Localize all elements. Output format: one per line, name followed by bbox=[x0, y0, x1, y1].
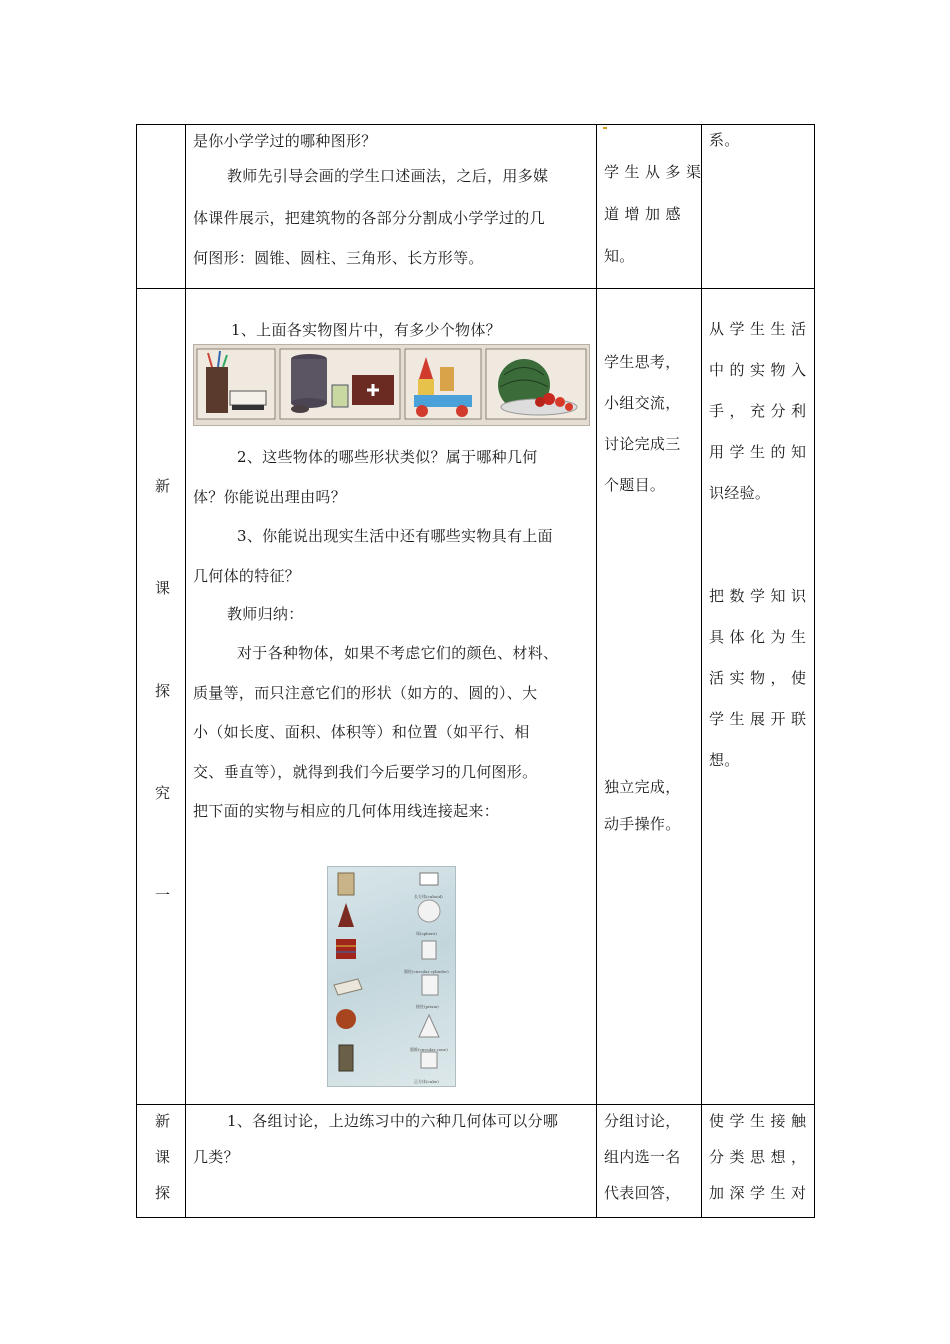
solid-label: 长方体(cuboid) bbox=[414, 894, 443, 899]
text-line: 代表回答， bbox=[604, 1184, 681, 1202]
table-row bbox=[137, 1105, 815, 1218]
text-line: 道增加感 bbox=[604, 205, 687, 223]
content-cell bbox=[186, 1105, 597, 1218]
text-line: 使学生接触 bbox=[709, 1112, 812, 1130]
stage-char: 究 bbox=[155, 784, 171, 802]
stage-char: 探 bbox=[155, 682, 171, 700]
text-line: 知。 bbox=[604, 247, 635, 265]
text-line: 小组交流， bbox=[604, 394, 681, 412]
text-line: 讨论完成三 bbox=[604, 435, 681, 453]
stage-char: 新 bbox=[155, 1112, 171, 1130]
text-line: 识经验。 bbox=[709, 484, 771, 502]
text-line: 把下面的实物与相应的几何体用线连接起来： bbox=[193, 802, 500, 820]
text-line: 教师归纳： bbox=[227, 605, 304, 623]
text-line: 2、这些物体的哪些形状类似？属于哪种几何 bbox=[237, 448, 538, 466]
text-line: 学生展开联 bbox=[709, 710, 812, 728]
text-line: 具体化为生 bbox=[709, 628, 812, 646]
stage-char: 一 bbox=[155, 886, 171, 904]
text-line: 把数学知识 bbox=[709, 587, 812, 605]
table-row bbox=[137, 289, 815, 1105]
lesson-plan-table bbox=[136, 124, 815, 1218]
everyday-objects-illustration bbox=[194, 345, 589, 425]
design-intent-cell bbox=[702, 289, 815, 1105]
text-line: 何图形：圆锥、圆柱、三角形、长方形等。 bbox=[193, 249, 484, 267]
text-line: 个题目。 bbox=[604, 476, 666, 494]
text-line: 学生从多渠 bbox=[604, 163, 707, 181]
text-line: 系。 bbox=[709, 131, 740, 149]
solid-label: 棱柱(prism) bbox=[416, 1004, 439, 1009]
text-line: 1、上面各实物图片中，有多少个物体？ bbox=[231, 321, 501, 339]
student-activity-cell bbox=[597, 125, 707, 289]
text-line: 动手操作。 bbox=[604, 815, 681, 833]
text-line: 分组讨论， bbox=[604, 1112, 681, 1130]
solid-label: 圆柱(circular cylinder) bbox=[404, 969, 449, 974]
stage-cell bbox=[137, 1105, 186, 1218]
student-activity-cell bbox=[597, 289, 702, 1105]
solid-label: 球(sphere) bbox=[416, 931, 437, 936]
text-line: 1、各组讨论，上边练习中的六种几何体可以分哪 bbox=[227, 1112, 559, 1130]
text-line: 几何体的特征？ bbox=[193, 567, 301, 585]
solid-label: 圆锥(circular cone) bbox=[410, 1047, 448, 1052]
text-line: 组内选一名 bbox=[604, 1148, 681, 1166]
solids-matching-image bbox=[327, 866, 456, 1087]
text-line: 教师先引导会画的学生口述画法，之后，用多媒 bbox=[227, 167, 549, 185]
text-line: 是你小学学过的哪种图形？ bbox=[193, 132, 377, 150]
text-line: 独立完成， bbox=[604, 778, 681, 796]
objects-photo-strip bbox=[193, 344, 590, 426]
design-intent-cell bbox=[702, 1105, 815, 1218]
stage-cell bbox=[137, 289, 186, 1105]
text-line: 3、你能说出现实生活中还有哪些实物具有上面 bbox=[237, 527, 553, 545]
text-line: 想。 bbox=[709, 751, 740, 769]
text-line: 从学生生活 bbox=[709, 320, 812, 338]
text-line: 加深学生对 bbox=[709, 1184, 812, 1202]
stray-mark bbox=[603, 127, 607, 129]
stage-char: 新 bbox=[155, 477, 171, 495]
content-cell bbox=[186, 289, 597, 1105]
text-line: 学生思考， bbox=[604, 353, 681, 371]
text-line: 小（如长度、面积、体积等）和位置（如平行、相 bbox=[193, 723, 530, 741]
stage-char: 课 bbox=[155, 579, 171, 597]
text-line: 几类？ bbox=[193, 1148, 239, 1166]
text-line: 交、垂直等），就得到我们今后要学习的几何图形。 bbox=[193, 763, 538, 781]
stage-cell bbox=[137, 125, 186, 289]
text-line: 用学生的知 bbox=[709, 443, 812, 461]
text-line: 质量等，而只注意它们的形状（如方的、圆的）、大 bbox=[193, 684, 538, 702]
text-line: 手，充分利 bbox=[709, 402, 812, 420]
design-intent-cell bbox=[702, 125, 815, 289]
solid-label: 正方体(cube) bbox=[414, 1079, 439, 1084]
text-line: 体课件展示，把建筑物的各部分分割成小学学过的几 bbox=[193, 209, 545, 227]
stage-char: 课 bbox=[155, 1148, 171, 1166]
table-row bbox=[137, 125, 815, 289]
text-line: 体？你能说出理由吗？ bbox=[193, 488, 347, 506]
text-line: 中的实物入 bbox=[709, 361, 812, 379]
text-line: 分类思想， bbox=[709, 1148, 812, 1166]
text-line: 对于各种物体，如果不考虑它们的颜色、材料、 bbox=[237, 644, 559, 662]
text-line: 活实物，使 bbox=[709, 669, 812, 687]
content-cell bbox=[186, 125, 597, 289]
student-activity-cell bbox=[597, 1105, 702, 1218]
stage-char: 探 bbox=[155, 1184, 171, 1202]
